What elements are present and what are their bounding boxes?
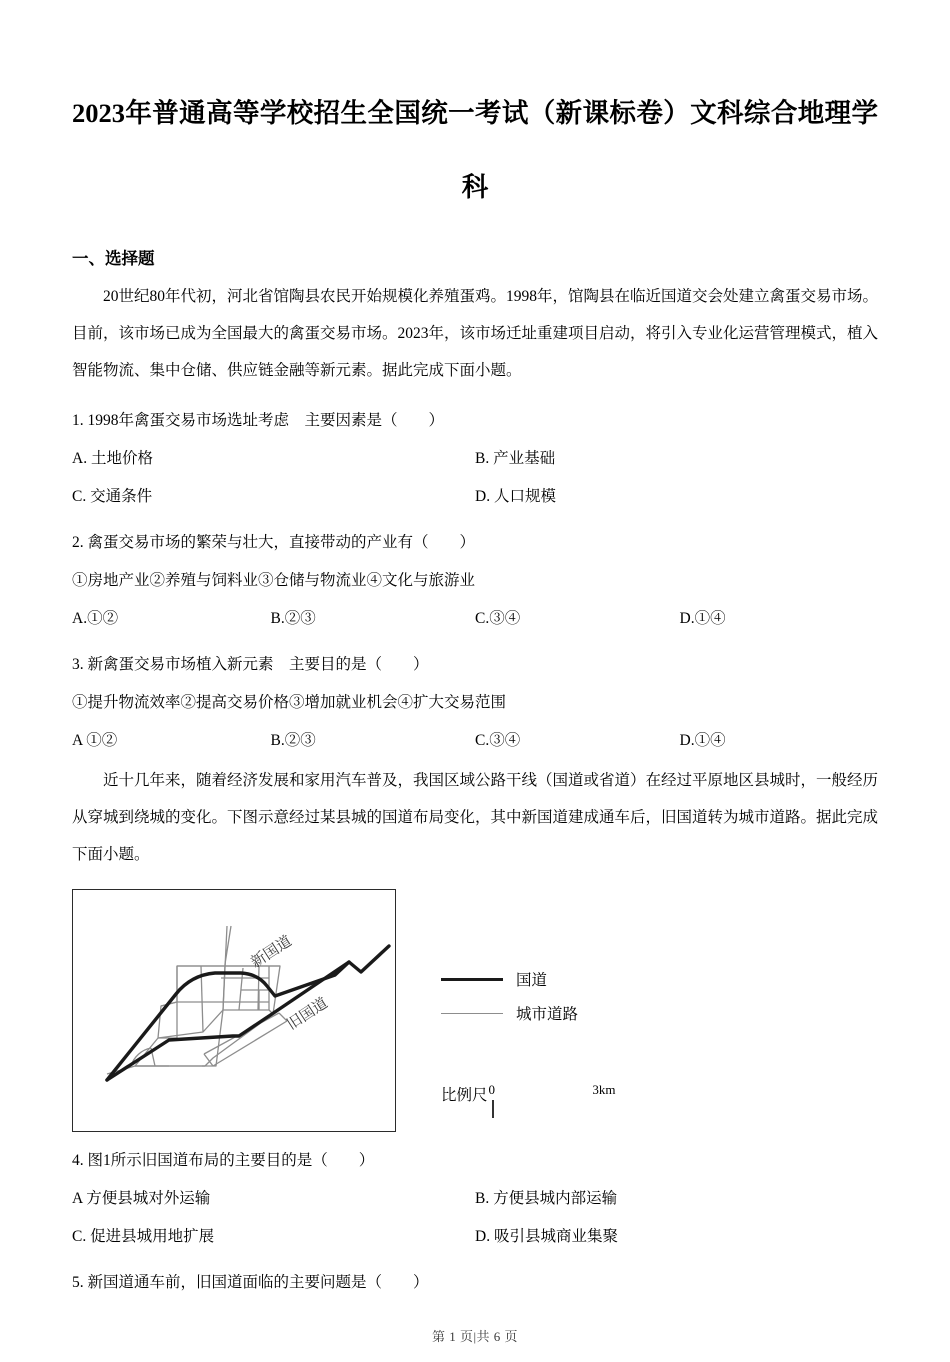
figure-county-road-map: [72, 889, 878, 1132]
passage-1: 20世纪80年代初，河北省馆陶县农民开始规模化养殖蛋鸡。1998年，馆陶县在临近国道交会处建立禽蛋交易市场。目前，该市场已成为全国最大的禽蛋交易市场。2023年，该市场迁址重建项目启动，将引入专业化运营管理模式，植入智能物流、集中仓储、供应链金融等新元素。据此完成下面小题。: [72, 287, 879, 379]
question-4-options-row-2: [72, 1220, 878, 1254]
legend-label-city-road: 城市道路: [516, 1006, 579, 1024]
page-title: [72, 18, 878, 224]
question-1-option-d[interactable]: D. 人口规模: [475, 488, 556, 506]
question-1-options-row-2: [72, 480, 878, 514]
page-title-line-2: 科: [461, 171, 489, 202]
scale-bar: [488, 1082, 616, 1118]
legend-label-national-road: 国道: [516, 972, 548, 990]
city-road-line-icon: [441, 1013, 503, 1014]
passage-2: 近十几年来，随着经济发展和家用汽车普及，我国区域公路干线（国道或省道）在经过平原地区县城时，一般经历从穿城到绕城的变化。下图示意经过某县城的国道布局变化，其中新国道建成通车后，旧国道转为城市道路。据此完成下面小题。: [72, 772, 879, 864]
question-2-options-row: [72, 602, 878, 636]
page-footer: 第 1 页|共 6 页: [431, 1328, 519, 1344]
legend-item-national-road: [441, 962, 701, 996]
map-scale: [441, 1082, 701, 1118]
legend-item-city-road: [441, 996, 701, 1030]
question-3-option-d[interactable]: D.①④: [679, 732, 726, 750]
question-2-stem: 2. 禽蛋交易市场的繁荣与壮大，直接带动的产业有（ ）: [72, 534, 476, 552]
map-legend: [441, 889, 701, 1118]
scale-tick-labels: [488, 1082, 616, 1098]
national-road-line-icon: [441, 978, 503, 981]
question-4-option-a[interactable]: A 方便县城对外运输: [72, 1190, 211, 1208]
question-2-option-c[interactable]: C.③④: [475, 610, 521, 628]
question-1-option-c[interactable]: C. 交通条件: [72, 488, 153, 506]
scale-tick-min: 0: [488, 1082, 496, 1098]
question-2-option-d[interactable]: D.①④: [679, 610, 726, 628]
question-3-option-b[interactable]: B.②③: [270, 732, 316, 750]
question-3-items: ①提升物流效率②提高交易价格③增加就业机会④扩大交易范围: [72, 694, 507, 712]
scale-label: 比例尺: [441, 1087, 488, 1105]
old-road-label: 旧国道: [284, 995, 331, 1034]
question-5-stem: 5. 新国道通车前，旧国道面临的主要问题是（ ）: [72, 1274, 429, 1292]
page-title-line-1: 2023年普通高等学校招生全国统一考试（新课标卷）文科综合地理学: [72, 97, 878, 128]
question-1-option-a[interactable]: A. 土地价格: [72, 450, 153, 468]
question-2-option-b[interactable]: B.②③: [270, 610, 316, 628]
question-1-options-row-1: [72, 442, 878, 476]
scale-tick-max: 3km: [592, 1082, 616, 1098]
question-4-option-d[interactable]: D. 吸引县城商业集聚: [475, 1228, 618, 1246]
exam-page: [0, 18, 950, 1362]
old-national-road: [107, 962, 349, 1080]
question-2-option-a[interactable]: A.①②: [72, 610, 119, 628]
question-4-options-row-1: [72, 1182, 878, 1216]
question-3-option-a[interactable]: A ①②: [72, 732, 118, 750]
question-4-option-b[interactable]: B. 方便县城内部运输: [475, 1190, 618, 1208]
new-road-label: 新国道: [248, 933, 295, 972]
scale-bar-line: [492, 1100, 494, 1118]
map-svg: [73, 890, 395, 1131]
question-4-option-c[interactable]: C. 促进县城用地扩展: [72, 1228, 215, 1246]
question-3-option-c[interactable]: C.③④: [475, 732, 521, 750]
city-road-network: [107, 926, 287, 1074]
map-frame: [72, 889, 396, 1132]
question-1-stem: 1. 1998年禽蛋交易市场选址考虑 主要因素是（ ）: [72, 412, 445, 430]
question-2-items: ①房地产业②养殖与饲料业③仓储与物流业④文化与旅游业: [72, 572, 476, 590]
question-4-stem: 4. 图1所示旧国道布局的主要目的是（ ）: [72, 1152, 375, 1170]
question-3-stem: 3. 新禽蛋交易市场植入新元素 主要目的是（ ）: [72, 656, 429, 674]
section-heading: 一、选择题: [72, 248, 155, 268]
question-3-options-row: [72, 724, 878, 758]
question-1-option-b[interactable]: B. 产业基础: [475, 450, 556, 468]
